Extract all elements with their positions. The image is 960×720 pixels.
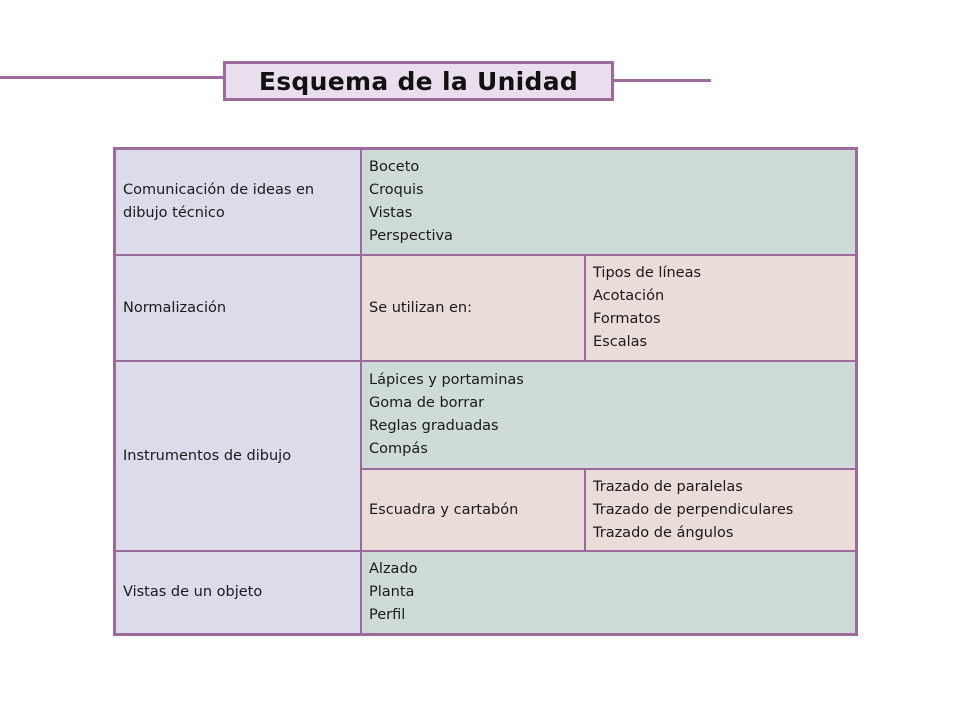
instrumentos-items (362, 362, 855, 468)
unit-scheme-table (113, 147, 858, 636)
middle-label: Se utilizan en: (369, 299, 472, 316)
list-item: Vistas (369, 205, 413, 221)
row-label-comunicacion (116, 150, 360, 254)
list-item: Formatos (593, 311, 661, 327)
list-item: Tipos de líneas (593, 265, 702, 281)
list-item: Planta (369, 584, 415, 600)
comunicacion-items (362, 150, 855, 254)
row-label-line: Comunicación de ideas en (123, 182, 315, 198)
list-item: Alzado (369, 561, 418, 577)
row-label-instrumentos (116, 362, 360, 550)
instrumentos-sub-label (362, 470, 584, 550)
list-item: Trazado de ángulos (593, 524, 734, 541)
list-item: Perspectiva (369, 228, 453, 244)
list-item: Compás (369, 441, 428, 457)
list-item: Boceto (369, 159, 420, 175)
vistas-items (362, 552, 855, 633)
list-item: Trazado de paralelas (593, 478, 743, 495)
list-item: Trazado de perpendiculares (593, 501, 794, 518)
title-rule-right (614, 79, 711, 82)
row-label-line: Vistas de un objeto (123, 584, 263, 600)
title-rule-left (0, 76, 225, 79)
normalizacion-middle (362, 256, 584, 360)
list-item: Lápices y portaminas (369, 372, 524, 388)
row-label-line: dibujo técnico (123, 205, 225, 221)
list-item: Perfil (369, 607, 406, 623)
list-item: Croquis (369, 182, 424, 198)
row-label-line: Instrumentos de dibujo (123, 447, 292, 464)
normalizacion-items (586, 256, 855, 360)
list-item: Reglas graduadas (369, 418, 499, 434)
sub-label: Escuadra y cartabón (369, 501, 519, 518)
instrumentos-sub-items (586, 470, 855, 550)
list-item: Acotación (593, 288, 665, 304)
slide-title: Esquema de la Unidad (223, 61, 614, 101)
list-item: Escalas (593, 334, 648, 350)
row-label-vistas (116, 552, 360, 633)
row-label-normalizacion (116, 256, 360, 360)
list-item: Goma de borrar (369, 395, 485, 411)
row-label-line: Normalización (123, 299, 227, 316)
